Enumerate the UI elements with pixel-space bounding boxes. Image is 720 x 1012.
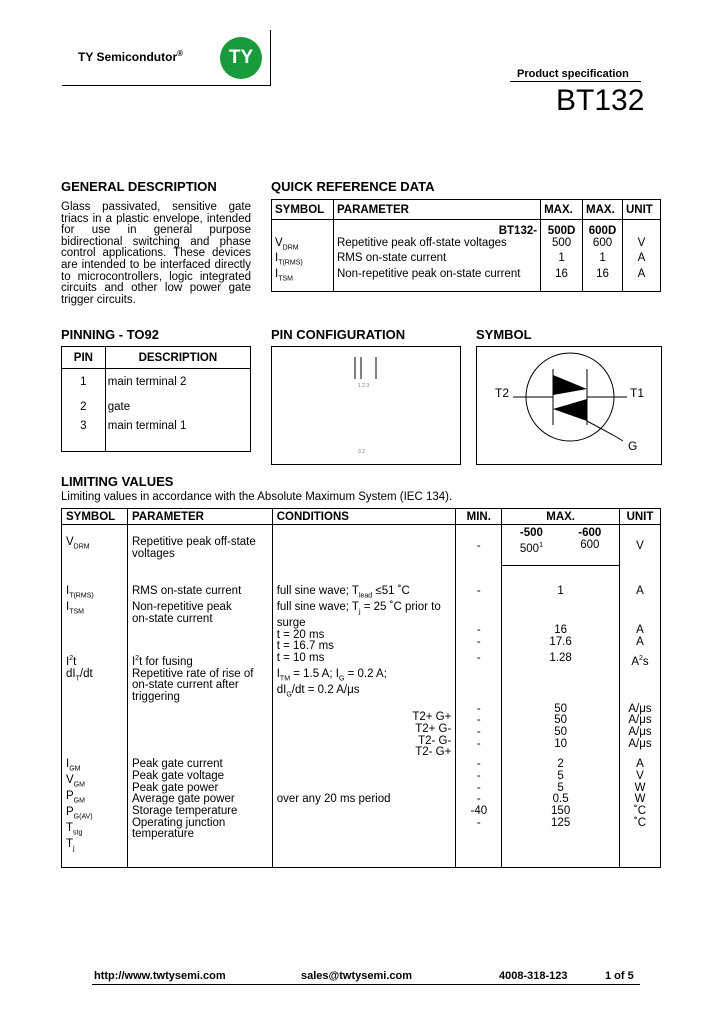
qrd-unit: A bbox=[623, 269, 661, 291]
symbol-figure bbox=[476, 346, 662, 465]
quick-reference-title: QUICK REFERENCE DATA bbox=[271, 179, 435, 194]
qrd-row bbox=[272, 238, 661, 254]
limiting-values-title: LIMITING VALUES bbox=[61, 474, 174, 489]
qrd-variant-row bbox=[272, 220, 661, 238]
lv-row-itsm: $I_{TSM}$ Non-repetitive peak on-state current full sine wave; $T_j = 25$ ˚C prior to surge t = 20 ms t = 16.7 ms - - 16 17.6 A A bbox=[62, 602, 661, 653]
qrd-max-600: 16 bbox=[583, 269, 623, 291]
lv-max-500: 500 bbox=[519, 542, 540, 555]
product-specification-label: Product specification bbox=[517, 68, 629, 80]
general-description-text: Glass passivated, sensitive gate triacs in a plastic envelope, intended for use in general purpose bidirectional switching and phase control applications. These devices are intended to be interfaced directly to microcontrollers, logic integrated circuits and other low power gate trigger circuits. bbox=[61, 201, 251, 306]
pinning-header-pin: PIN bbox=[62, 347, 106, 369]
footer-rule bbox=[92, 984, 640, 985]
general-description-title: GENERAL DESCRIPTION bbox=[61, 179, 217, 194]
qrd-max-500: 500 bbox=[541, 238, 583, 254]
qrd-header-parameter: PARAMETER bbox=[333, 200, 540, 220]
lv-param: $I^2t$ for fusing bbox=[127, 653, 272, 669]
qrd-header-row bbox=[272, 200, 661, 220]
lv-min: - bbox=[456, 566, 502, 602]
lv-min: - bbox=[456, 525, 502, 567]
lv-unit: A bbox=[619, 566, 660, 602]
diode-forward bbox=[553, 375, 587, 395]
pin-configuration-title: PIN CONFIGURATION bbox=[271, 327, 406, 342]
diode-reverse bbox=[553, 399, 587, 421]
lv-max-600: 600 bbox=[580, 538, 600, 551]
limiting-values-intro: Limiting values in accordance with the Absolute Maximum System (IEC 134). bbox=[61, 491, 453, 503]
lv-param: Repetitive rate of rise of on-state current after triggering bbox=[127, 669, 272, 760]
lv-maxes: 2 5 5 0.5 150 125 bbox=[502, 759, 620, 867]
limiting-values-table bbox=[61, 508, 661, 868]
qrd-row bbox=[272, 269, 661, 291]
lv-sub-500: -500 bbox=[519, 527, 543, 539]
qrd-max-500: 16 bbox=[541, 269, 583, 291]
qrd-row bbox=[272, 253, 661, 269]
qrd-header-max-1: MAX. bbox=[541, 200, 583, 220]
lv-max: 1 bbox=[502, 566, 620, 602]
qrd-header-symbol: SYMBOL bbox=[272, 200, 334, 220]
lv-max-500-col bbox=[502, 525, 560, 565]
lv-header-conditions: CONDITIONS bbox=[272, 509, 456, 525]
part-number: BT132 bbox=[556, 84, 645, 117]
lv-cond: full sine wave; $T_{lead} \le 51$ ˚C bbox=[272, 566, 456, 602]
quick-reference-table bbox=[271, 199, 661, 292]
qrd-unit: A bbox=[623, 253, 661, 269]
lv-unit: A/μs A/μs A/μs A/μs bbox=[619, 669, 660, 760]
pinning-table bbox=[61, 346, 251, 452]
footer-url[interactable]: http://www.twtysemi.com bbox=[94, 970, 226, 982]
lv-row-gate-temp bbox=[62, 759, 661, 867]
pinning-title: PINNING - TO92 bbox=[61, 327, 160, 342]
lv-header-row bbox=[62, 509, 661, 525]
pin-description: main terminal 1 bbox=[105, 420, 250, 452]
lv-max: 16 17.6 bbox=[502, 602, 620, 653]
pinning-header-row bbox=[62, 347, 251, 369]
header-rule bbox=[510, 81, 641, 82]
lv-units: A V W W ˚C ˚C bbox=[619, 759, 660, 867]
lv-param: Repetitive peak off-state voltages bbox=[127, 525, 272, 567]
qrd-parameter: Non-repetitive peak on-state current bbox=[333, 269, 540, 291]
pinning-row bbox=[62, 420, 251, 452]
qrd-header-unit: UNIT bbox=[623, 200, 661, 220]
pin-description: gate bbox=[105, 395, 250, 421]
lv-header-min: MIN. bbox=[456, 509, 502, 525]
lv-cond: full sine wave; $T_j = 25$ ˚C prior to surge t = 20 ms t = 16.7 ms bbox=[272, 602, 456, 653]
pinning-row bbox=[62, 395, 251, 421]
pin-number: 2 bbox=[62, 395, 106, 421]
qrd-parameter: Repetitive peak off-state voltages bbox=[333, 238, 540, 254]
qrd-max-600: 1 bbox=[583, 253, 623, 269]
lv-unit: $A^2s$ bbox=[619, 653, 660, 669]
pin-configuration-figure bbox=[271, 346, 461, 465]
lv-header-parameter: PARAMETER bbox=[127, 509, 272, 525]
registered-mark: ® bbox=[177, 49, 184, 58]
qrd-header-max-2: MAX. bbox=[583, 200, 623, 220]
qrd-max-500: 1 bbox=[541, 253, 583, 269]
lv-cond: t = 10 ms bbox=[272, 653, 456, 669]
lv-conds: over any 20 ms period bbox=[272, 759, 456, 867]
lv-max: 50 50 50 10 bbox=[502, 669, 620, 760]
lv-min: - bbox=[456, 653, 502, 669]
to92-package-drawing bbox=[272, 347, 460, 464]
pin-number: 3 bbox=[62, 420, 106, 452]
pin-number: 1 bbox=[62, 369, 106, 395]
company-name: TY Semicondutor® bbox=[78, 49, 184, 64]
lv-row-i2t: $I^2t$ $I^2t$ for fusing t = 10 ms - 1.28 $A^2s$ bbox=[62, 653, 661, 669]
lv-min: - - - - bbox=[456, 669, 502, 760]
pin-description: main terminal 2 bbox=[105, 369, 250, 395]
lv-mins: - - - - -40 - bbox=[456, 759, 502, 867]
footer-page-number: 1 of 5 bbox=[605, 970, 634, 982]
pinning-header-description: DESCRIPTION bbox=[105, 347, 250, 369]
lv-max: 1.28 bbox=[502, 653, 620, 669]
qrd-symbol: $I_{T(RMS)}$ bbox=[272, 253, 334, 269]
gate-label: G bbox=[628, 439, 638, 453]
lv-header-max: MAX. bbox=[502, 509, 620, 525]
lv-params: Peak gate current Peak gate voltage Peak gate power Average gate power Storage temperature Operating junction temperature bbox=[127, 759, 272, 867]
footer-email[interactable]: sales@twtysemi.com bbox=[301, 970, 412, 982]
qrd-symbol: $V_{DRM}$ bbox=[272, 238, 334, 254]
qrd-symbol: $I_{TSM}$ bbox=[272, 269, 334, 291]
footer-phone: 4008-318-123 bbox=[499, 970, 568, 982]
lv-row-didt: $dI_T/dt$ Repetitive rate of rise of on-state current after triggering $I_{TM} = 1.5$ A; $I_G = 0.2$ A; $dI_G/dt = 0.2$ A/μs T2+ G+ T2+ G- T2- G- T2- G+ - - - - 50 50 50 10 A/μs A/μs A/μs A/μs bbox=[62, 669, 661, 760]
lv-symbols: $I_{GM}$ $V_{GM}$ $P_{GM}$ $P_{G(AV)}$ $T_{stg}$ $T_j$ bbox=[62, 759, 128, 867]
pinning-row bbox=[62, 369, 251, 395]
triac-symbol bbox=[477, 347, 661, 464]
qrd-max-600: 600 bbox=[583, 238, 623, 254]
pin-label-bottom: 3 2 bbox=[358, 449, 365, 455]
qrd-unit: V bbox=[623, 238, 661, 254]
lv-unit: A A bbox=[619, 602, 660, 653]
lv-max-600-col bbox=[561, 525, 619, 565]
symbol-title: SYMBOL bbox=[476, 327, 532, 342]
ty-logo: TY bbox=[220, 37, 262, 79]
qrd-parameter: RMS on-state current bbox=[333, 253, 540, 269]
t1-label: T1 bbox=[630, 386, 645, 400]
lv-sub-600: -600 bbox=[578, 527, 602, 539]
lv-param: RMS on-state current bbox=[127, 566, 272, 602]
lv-min: - - bbox=[456, 602, 502, 653]
lv-footnote: 1 bbox=[539, 541, 543, 549]
pin-label-top: 1 2 3 bbox=[358, 383, 370, 389]
lv-row-vdrm: $V_{DRM}$ Repetitive peak off-state voltages - -500 $500^1$ -600 600 V bbox=[62, 525, 661, 567]
lv-cond: $I_{TM} = 1.5$ A; $I_G = 0.2$ A; $dI_G/dt = 0.2$ A/μs T2+ G+ T2+ G- T2- G- T2- G+ bbox=[272, 669, 456, 760]
lv-unit: V bbox=[619, 525, 660, 567]
qrd-variant-label: BT132- bbox=[333, 220, 540, 238]
lv-header-unit: UNIT bbox=[619, 509, 660, 525]
qrd-variant-500d: 500D bbox=[541, 220, 583, 238]
lv-param: Non-repetitive peak on-state current bbox=[127, 602, 272, 653]
qrd-variant-600d: 600D bbox=[583, 220, 623, 238]
lv-row-it-rms: $I_{T(RMS)}$ RMS on-state current full sine wave; $T_{lead} \le 51$ ˚C - 1 A bbox=[62, 566, 661, 602]
lv-header-symbol: SYMBOL bbox=[62, 509, 128, 525]
t2-label: T2 bbox=[495, 386, 510, 400]
